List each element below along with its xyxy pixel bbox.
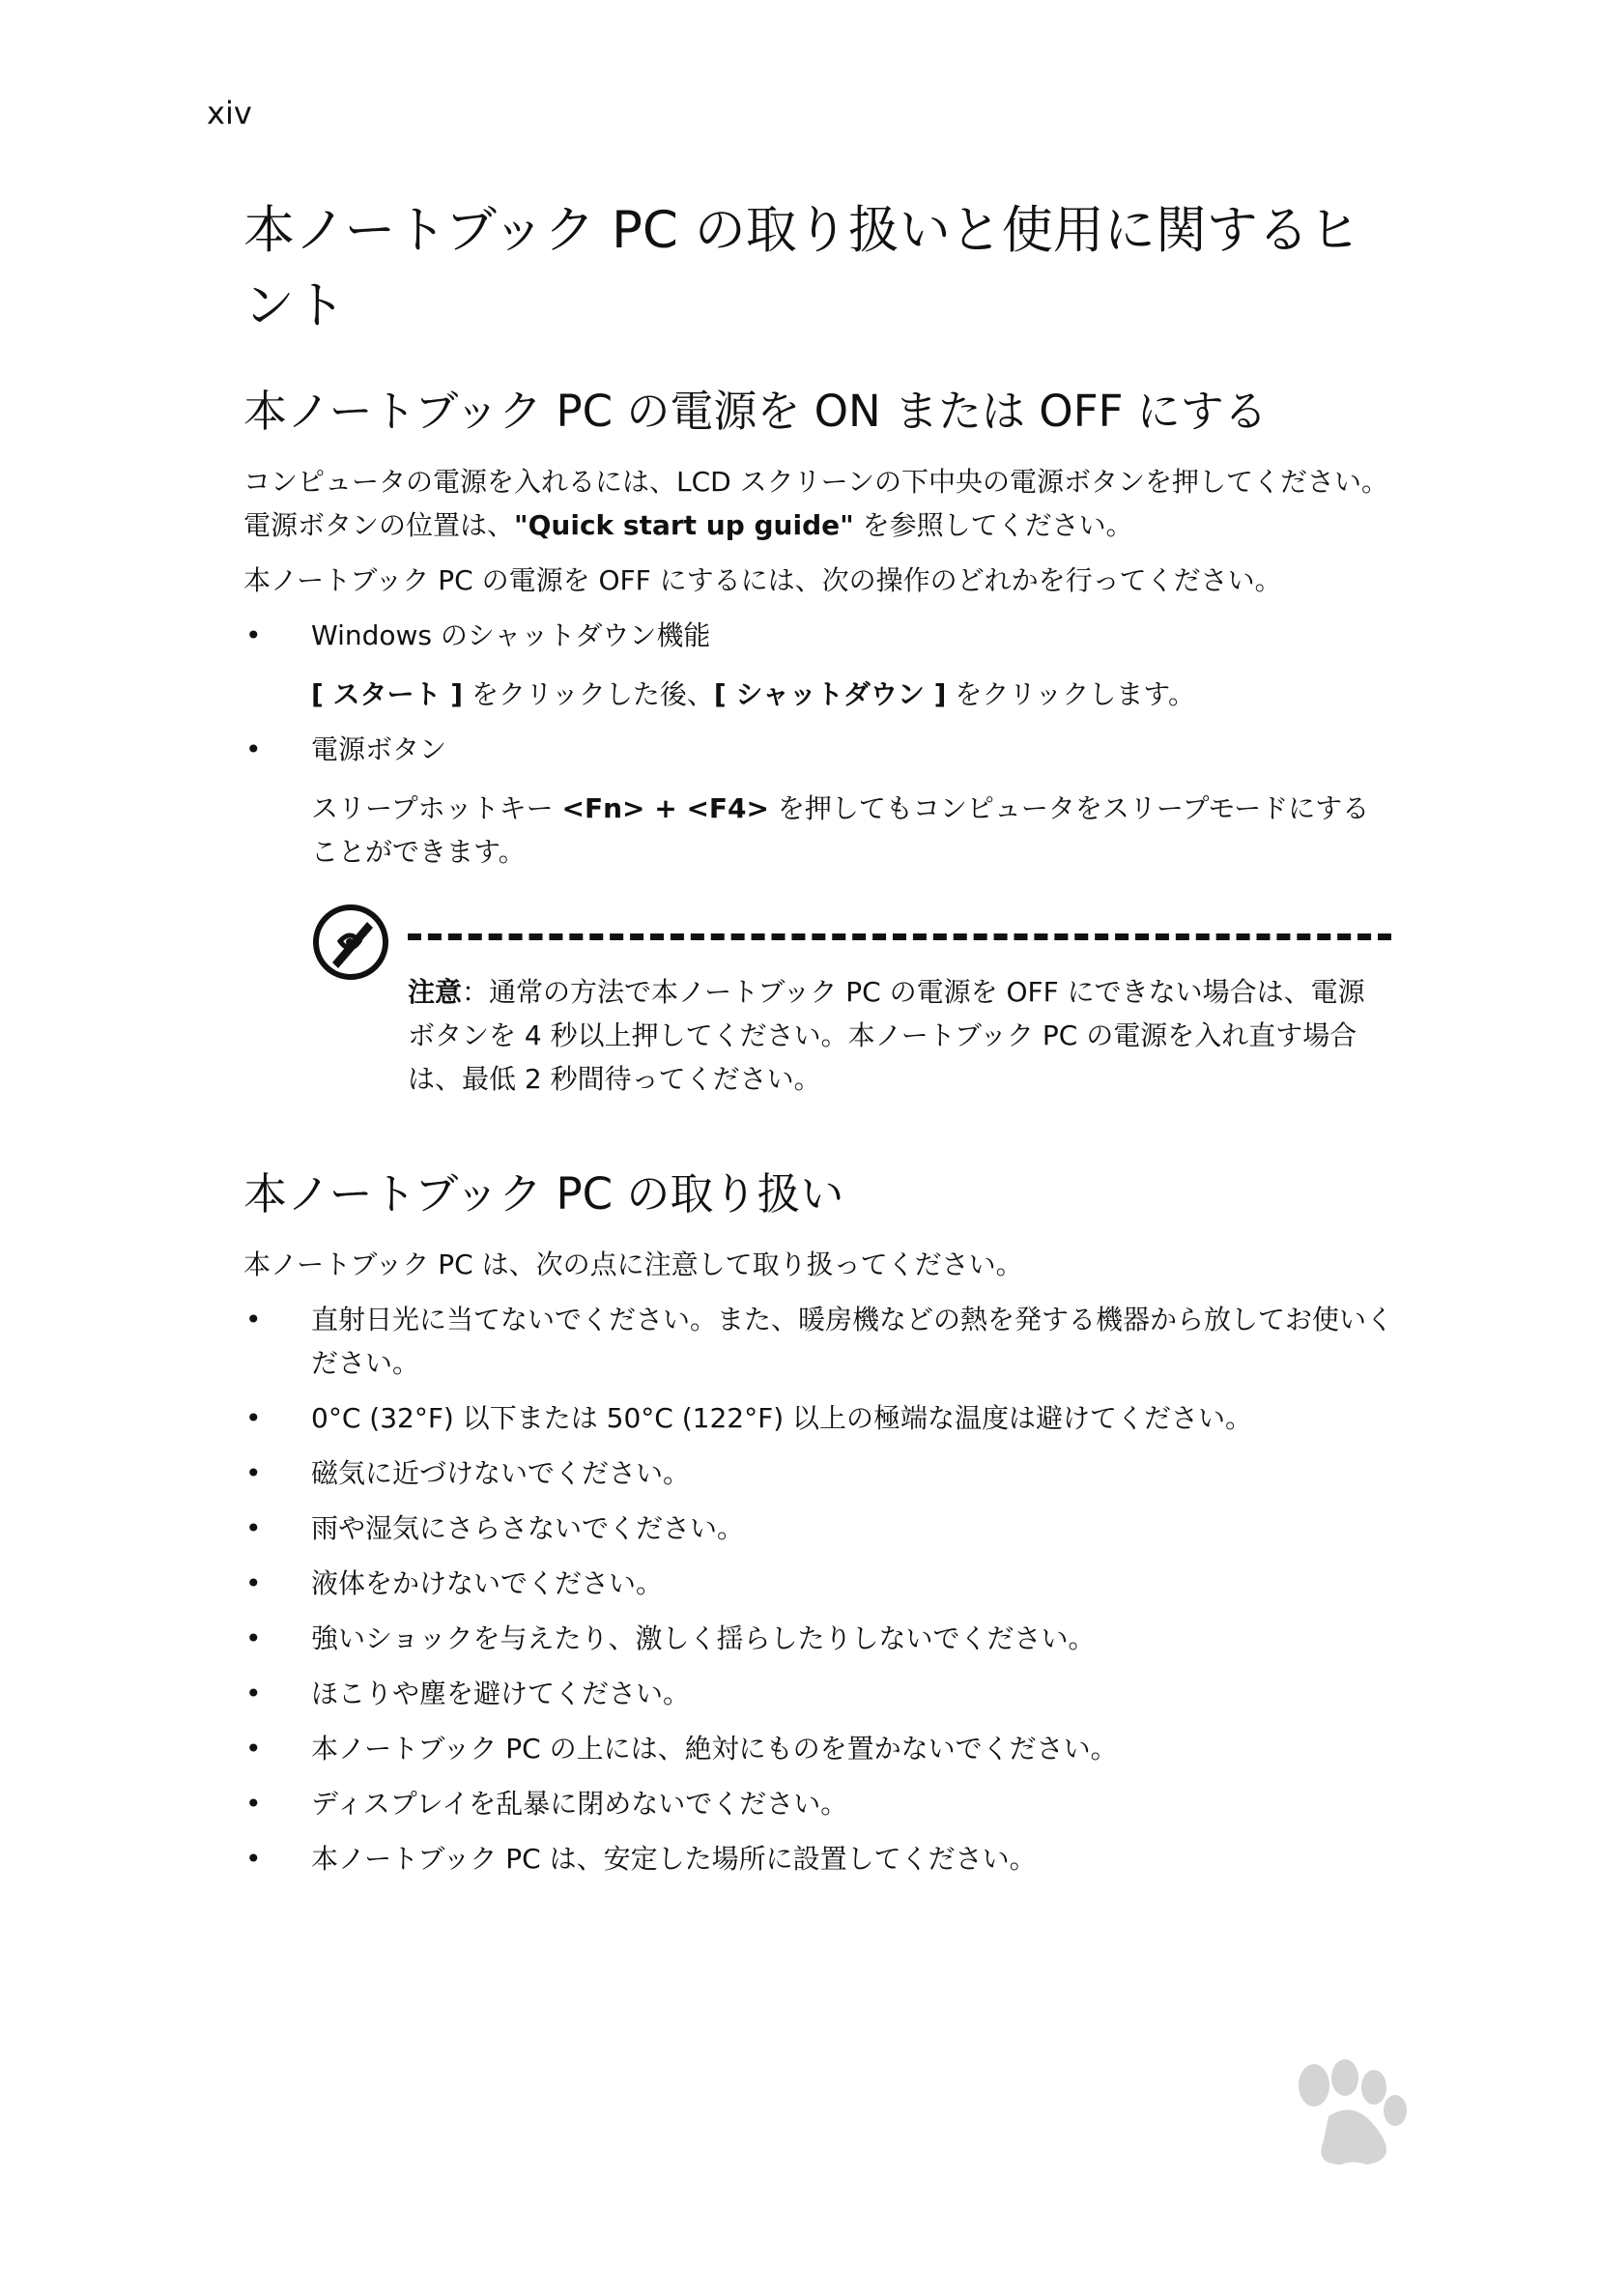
list-item: • 本ノートブック PC は、安定した場所に設置してください。	[243, 1837, 1393, 1880]
baidu-watermark-logo	[1121, 2020, 1507, 2232]
shutdown-instruction: [ スタート ] をクリックした後、[ シャットダウン ] をクリックします。	[311, 678, 1195, 710]
note-text: 注意：通常の方法で本ノートブック PC の電源を OFF にできない場合は、電源ボタンを 4 秒以上押してください。本ノートブック PC の電源を入れ直す場合は、最低 2 秒間待ってください。	[408, 976, 1365, 1095]
list-item: • ほこりや塵を避けてください。	[243, 1672, 1393, 1715]
page-title: 本ノートブック PC の取り扱いと使用に関するヒント	[243, 201, 1360, 335]
list-item: • 本ノートブック PC の上には、絶対にものを置かないでください。	[243, 1727, 1393, 1770]
bullet-icon: •	[245, 733, 262, 765]
power-off-list	[243, 614, 1393, 657]
note-box	[311, 903, 1393, 1115]
bullet-icon: •	[245, 1788, 262, 1820]
bullet-icon: •	[245, 619, 262, 651]
guide-reference: "Quick start up guide"	[514, 509, 854, 541]
note-label: 注意	[408, 976, 463, 1008]
document-body	[243, 193, 1393, 1892]
bullet-icon: •	[245, 1567, 262, 1599]
list-item: • ディスプレイを乱暴に閉めないでください。	[243, 1782, 1393, 1825]
sleep-hotkey-instruction: スリープホットキー <Fn> + <F4> を押してもコンピュータをスリープモードにすることができます。	[311, 792, 1370, 868]
bullet-icon: •	[245, 1843, 262, 1875]
list-item: • 雨や湿気にさらさないでください。	[243, 1507, 1393, 1550]
section-heading-handling: 本ノートブック PC の取り扱い	[243, 1168, 844, 1220]
bullet-icon: •	[245, 1457, 262, 1489]
list-item: • 0°C (32°F) 以下または 50°C (122°F) 以上の極端な温度は避けてください。	[243, 1396, 1393, 1440]
list-item: • 液体をかけないでください。	[243, 1562, 1393, 1605]
list-item: • 直射日光に当てないでください。また、暖房機などの熱を発する機器から放してお使いください。	[243, 1298, 1393, 1385]
bullet-icon: •	[245, 1678, 262, 1709]
note-divider	[408, 933, 1391, 940]
note-pen-icon	[311, 903, 390, 982]
paragraph-power-on: コンピュータの電源を入れるには、LCD スクリーンの下中央の電源ボタンを押してください。電源ボタンの位置は、"Quick start up guide" を参照してください。	[243, 466, 1389, 541]
handling-list	[243, 1298, 1393, 1880]
list-item: • Windows のシャットダウン機能	[243, 614, 1393, 657]
bullet-icon: •	[245, 1512, 262, 1544]
power-off-list-2	[243, 728, 1393, 771]
section-heading-power: 本ノートブック PC の電源を ON または OFF にする	[243, 386, 1268, 437]
bullet-icon: •	[245, 1733, 262, 1765]
list-item: • 電源ボタン	[243, 728, 1393, 771]
bullet-icon: •	[245, 1622, 262, 1654]
paragraph-power-off: 本ノートブック PC の電源を OFF にするには、次の操作のどれかを行ってください。	[243, 564, 1282, 596]
list-item: • 磁気に近づけないでください。	[243, 1451, 1393, 1495]
paragraph-handling-intro: 本ノートブック PC は、次の点に注意して取り扱ってください。	[243, 1248, 1023, 1280]
list-item: • 強いショックを与えたり、激しく揺らしたりしないでください。	[243, 1617, 1393, 1660]
bullet-icon: •	[245, 1304, 262, 1335]
page-number: xiv	[207, 95, 252, 131]
bullet-icon: •	[245, 1402, 262, 1434]
